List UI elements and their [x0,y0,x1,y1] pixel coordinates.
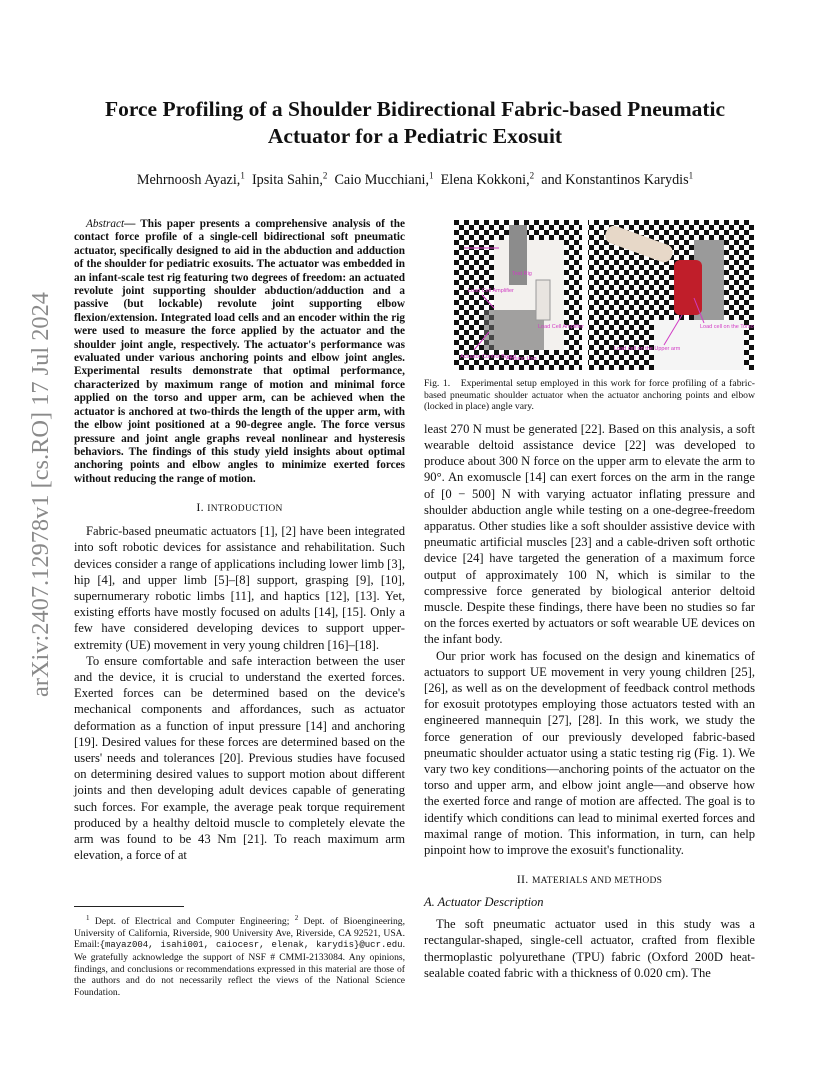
right-paragraph-1: least 270 N must be generated [22]. Based on this analysis, a soft wearable deltoid assistance device [22] was developed to produce about 300 N force on the upper arm to elevate the arm to 90°. An exomuscle [14] can exert forces on the arm in the range of [0 − 500] N with varying actuator inflating pressure and shoulder abduction angle while testing on a one-degree-freedom apparatus. Other studies like a soft shoulder assistive device with pneumatic artificial muscles [23] and a cable-driven soft orthotic device [24] have targeted the generation of a maximum force output of approximately 100 N, which is similar to the compressive force generated by biological anterior deltoid muscle. Despite these findings, there have been no studies so far on the forces exerted by actuators or soft wearable UE devices on the infant body. [424,421,755,647]
section-numeral: I. [196,500,204,515]
fig-label-load-cell-amp-2: Load Cell Amplifier [538,324,584,330]
section-title: INTRODUCTION [207,504,283,515]
section-heading-introduction [74,500,405,515]
figure-1 [454,220,754,370]
author: and Konstantinos Karydis [541,172,689,188]
footnote-affiliation-1: Dept. of Electrical and Computer Engineering; [94,916,290,928]
figure-1-photo [454,220,754,370]
load-cell-amp [536,280,550,320]
fig-label-torso-cell: Load cell on the Torso [700,324,754,330]
fig-label-arduino: Arduino Uno [506,356,537,362]
footnote-acknowledgment: . We gratefully acknowledge the support of NSF # CMMI-2133084. Any opinions, findings, and conclusions or recommendations expressed in this material are those of the authors and do not necessarily reflect the views of the National Science Foundation. [74,939,405,998]
affiliation-mark: 2 [322,170,328,181]
actuator-paragraph: The soft pneumatic actuator used in this study was a rectangular-shaped, single-cell actuator, crafted from flexible thermoplastic polyurethane (TPU) fabric (Oxford 200D heat-sealable coated fabric with a thickness of 0.020 cm). The [424,917,755,980]
footnote: $^1$ Dept. of Electrical and Computer Engineering; $^2$ Dept. of Bioengineering, University of California, Riverside, 900 University Ave, Riverside, CA 92521, USA. Email:{mayaz004, isahi001, caiocesr, elenak, karydis}@ucr.edu. We gratefully acknowledge the support of NSF # CMMI-2133084. Any opinions, findings, and conclusions or recommendations expressed in this material are those of the authors and do not necessarily reflect the views of the National Science Foundation. [74,906,405,998]
affiliation-mark: 1 [688,170,694,181]
abstract [74,218,405,486]
affiliation-mark: 1 [240,170,245,181]
intro-paragraph-1: Fabric-based pneumatic actuators [1], [2] have been integrated into soft robotic devices for assistance and rehabilitation. Such devices consider a range of applications including lower limb [3], hip [4], and upper limb [5]–[8] support, grasping [9], [10], supernumerary robotic limbs [11], and haptics [12], [13]. Yet, existing efforts have mostly focused on adults [14], [15]. Only a few have considered developing devices to support upper-extremity (UE) movement in very young children [16]–[18]. [74,524,405,652]
caption-label: Fig. 1. [424,378,451,389]
section-numeral: II. [516,872,529,887]
paper-title: Force Profiling of a Shoulder Bidirectional Fabric-based Pneumatic Actuator for a Pediatric Exosuit [104,97,726,148]
author-list [80,172,750,189]
figure-caption [424,378,755,413]
author: Caio Mucchiani, [334,172,430,188]
affiliation-mark: 2 [529,170,535,181]
left-column [74,218,405,863]
author: Ipsita Sahin, [251,172,323,188]
section-title: MATERIALS AND METHODS [531,876,663,887]
arxiv-stamp-text: arXiv:2407.12978v1 [cs.RO] 17 Jul 2024 [28,298,54,697]
intro-paragraph-2: To ensure comfortable and safe interaction between the user and the device, it is crucial to understand the exerted forces. Exerted forces can be determined based on the device's mechanical components and affordances, such as actuator deformation as a function of input pressure [14] and anchoring [19]. Desired values for these forces are determined based on the users' needs and tolerances [20]. Previous studies have focused on determining desired values to support motion about different joints and then developing adult devices capable of generating such forces. For example, the average peak torque requirement produced by a healthy deltoid muscle to completely elevate the arm was found to be 43 Nm [21]. To reach maximum arm elevation, a force of at [74,653,405,863]
fig-label-test-rig: Test Rig [512,271,532,277]
footnote-rule [74,906,184,907]
affiliation-mark: 1 [429,170,434,181]
caption-text: Experimental setup employed in this work for force profiling of a fabric-based pneumatic shoulder actuator when the actuator anchoring points and elbow (locked in place) angle vary. [424,378,755,413]
fig-label-upper-arm-cell: Load cell on the Upper arm [614,346,681,352]
subsection-heading: A. Actuator Description [424,895,544,910]
author: Mehrnoosh Ayazi, [136,172,241,188]
fig-label-load-cell-amp-1: Load Cell Amplifier [468,288,514,294]
right-paragraph-2: Our prior work has focused on the design and kinematics of actuators to support UE movement in very young children [25], [26], as well as on the development of feedback control methods for exosuit prototypes employing those actuators tested with an engineered mannequin [27], [28]. In this work, we study the force generation of our previously developed fabric-based pneumatic shoulder actuator using a static testing rig (Fig. 1). We vary two key conditions—anchoring points of the actuator on the torso and upper arm, and elbow joint angle—and observe how the exerted force and range of motion are affected. The goal is to identify which conditions can lead to minimal exerted forces and maximal range of motion. This information, in turn, can help pinpoint how to improve the exosuit's functionality. [424,648,755,858]
arxiv-stamp [6,285,66,705]
abstract-label: Abstract [86,218,125,230]
author: Elena Kokkoni, [440,172,530,188]
fig-label-control-board: Actuator Control Board [460,354,516,360]
abstract-text: — This paper presents a comprehensive analysis of the contact force profile of a single-cell bidirectional soft pneumatic actuator, specifically designed to aid in the abduction and adduction of the shoulder for pediatric exosuits. The actuator was embedded in an infant-scale test rig featuring two degrees of freedom: an actuated revolute joint supporting shoulder abduction/adduction and a passive (but lockable) revolute joint supporting elbow flexion/extension. Integrated load cells and an encoder within the rig were used to measure the force applied by the actuator and the shoulder joint angle, respectively. The actuator's performance was evaluated under various anchoring points and elbow joint angles. Experimental results demonstrate that optimal performance, characterized by maximum range of motion and minimal force applied on the torso and upper arm, can be achieved when the actuator is anchored at two-thirds the length of the upper arm, with the elbow joint positioned at a 90-degree angle. The force versus pressure and joint angle graphs reveal nonlinear and hysteresis behaviors. The findings of this study yield insights about optimal anchoring points and elbow angles to minimize exerted forces without reducing the range of motion. [74,218,405,485]
footnote-affiliation-2: Dept. of Bioengineering, University of California, Riverside, 900 University Ave, Riverside, CA 92521, USA. Email: [74,916,406,951]
footnote-emails: {mayaz004, isahi001, caiocesr, elenak, karydis}@ucr.edu [99,940,403,951]
right-column [424,220,755,981]
section-heading-methods [424,872,755,887]
electronics-board [484,310,544,350]
